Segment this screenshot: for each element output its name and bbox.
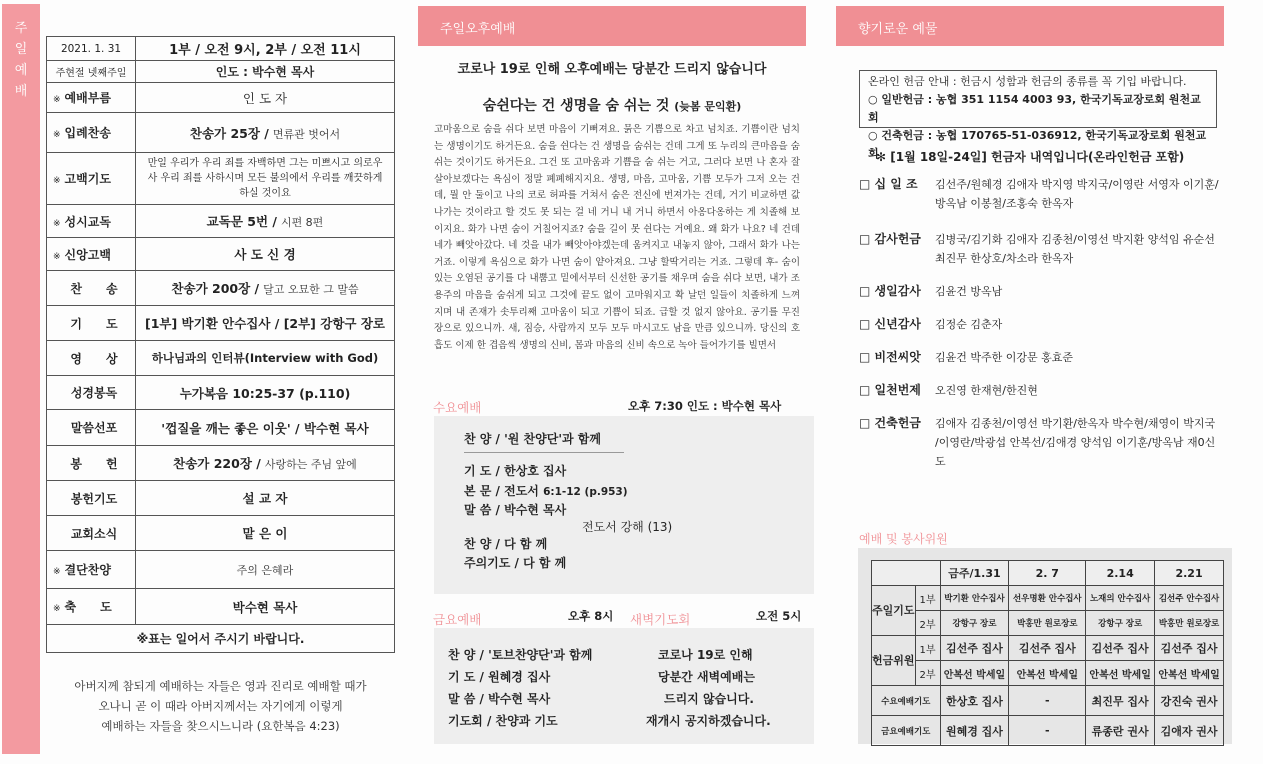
order-note: 달고 오묘한 그 말씀 xyxy=(263,283,359,296)
duty-cell: 박홍만 원로장로 xyxy=(1155,611,1224,636)
order-label: 입례찬송 xyxy=(64,126,111,140)
duty-roster-table xyxy=(871,560,1224,746)
stand-mark: ※ xyxy=(53,251,61,262)
order-row xyxy=(47,153,395,205)
order-label: 봉 헌 xyxy=(70,456,118,471)
duty-roster-label: 예배 및 봉사위원 xyxy=(859,532,948,546)
order-label: 말씀선포 xyxy=(70,421,118,435)
duty-cell: 원혜경 집사 xyxy=(940,716,1009,746)
wed-text-book: 본 문 / 전도서 xyxy=(464,484,539,498)
service-date: 2021. 1. 31 xyxy=(47,37,136,61)
fri-prayer: 기 도 / 원혜경 집사 xyxy=(448,670,551,684)
duty-date: 2.14 xyxy=(1086,561,1155,586)
sermon-title-text: 숨쉰다는 건 생명을 숨 쉬는 것 xyxy=(482,98,670,114)
liturgical-season: 주현절 넷째주일 xyxy=(47,61,136,83)
duty-cell: 선우명환 안수집사 xyxy=(1009,586,1086,611)
duty-cell: 강진숙 권사 xyxy=(1155,686,1224,716)
sermon-author: (늦봄 문익환) xyxy=(674,100,742,113)
donor-category: □ 건축헌금 xyxy=(859,416,921,430)
order-row xyxy=(47,446,395,481)
wednesday-service-box xyxy=(434,416,814,594)
duty-cell: 강항구 장로 xyxy=(940,611,1009,636)
afternoon-service-title: 주일오후예배 xyxy=(440,22,516,37)
order-row xyxy=(47,410,395,446)
afternoon-service-notice: 코로나 19로 인해 오후예배는 당분간 드리지 않습니다 xyxy=(457,62,767,77)
sermon-title xyxy=(418,95,806,115)
verse-line: 예배하는 자들을 찾으시느니라 (요한복음 4:23) xyxy=(101,719,340,733)
duty-date: 2.21 xyxy=(1155,561,1224,586)
section-tab-sunday xyxy=(2,4,40,754)
order-row xyxy=(47,306,395,341)
order-row xyxy=(47,551,395,589)
offering-header xyxy=(836,6,1224,46)
duty-cell: 박홍만 원로장로 xyxy=(1009,611,1086,636)
stand-mark: ※ xyxy=(53,604,61,614)
wed-text-ref: 6:1-12 (p.953) xyxy=(543,486,628,498)
wed-praise: 찬 양 / '원 찬양단'과 함께 xyxy=(464,432,601,446)
wed-text xyxy=(464,482,628,499)
order-value: 사 도 신 경 xyxy=(234,247,296,262)
order-note: 면류관 벗어서 xyxy=(272,127,341,141)
duty-cell: - xyxy=(1009,686,1086,716)
divider xyxy=(464,452,624,453)
offering-title: 향기로운 예물 xyxy=(858,22,938,37)
order-value: [1부] 박기환 안수집사 / [2부] 강항구 장로 xyxy=(145,316,385,331)
stand-mark: ※ xyxy=(53,218,61,229)
part-label: 2부 xyxy=(915,661,940,686)
donor-category: □ 일천번제 xyxy=(859,383,921,397)
duty-cell: 김선주 집사 xyxy=(1155,636,1224,661)
stand-mark: ※ xyxy=(53,130,61,140)
duty-cell: 김선주 집사 xyxy=(940,636,1009,661)
stand-mark: ※ xyxy=(53,95,61,105)
friday-prayer-label: 금요예배기도 xyxy=(872,716,941,746)
order-row xyxy=(47,83,395,113)
stand-mark: ※ xyxy=(53,176,61,186)
order-label: 교회소식 xyxy=(70,526,118,541)
duty-cell: 안복선 박세일 xyxy=(1009,661,1086,686)
duty-cell: - xyxy=(1009,716,1086,746)
order-row xyxy=(47,341,395,376)
order-value: 설 교 자 xyxy=(242,491,288,506)
duty-date: 2. 7 xyxy=(1009,561,1086,586)
duty-cell: 김선주 안수집사 xyxy=(1155,586,1224,611)
order-label: 고백기도 xyxy=(64,172,111,186)
order-row xyxy=(47,481,395,516)
order-value: 찬송가 25장 / xyxy=(189,125,269,141)
order-value: 인 도 자 xyxy=(242,90,288,106)
general-offering-account: ○ 일반헌금 : 농협 351 1154 4003 93, 한국기독교장로회 원천교회 xyxy=(868,93,1201,124)
building-offering-account: ○ 건축헌금 : 농협 170765-51-036912, 한국기독교장로회 원천교회 xyxy=(868,129,1207,160)
donor-names: 김정순 김춘자 xyxy=(935,318,1003,331)
duty-cell: 김선주 집사 xyxy=(1086,636,1155,661)
order-value: 찬송가 200장 / xyxy=(171,281,260,296)
order-row xyxy=(47,271,395,306)
order-value: 만일 우리가 우리 죄를 자백하면 그는 미쁘시고 의로우사 우리 죄를 사하시며 모든 불의에서 우리를 깨끗하게 하실 것이요 xyxy=(136,153,395,205)
order-label: 결단찬양 xyxy=(64,563,111,577)
donor-category: □ 감사헌금 xyxy=(859,232,921,246)
duty-cell: 김애자 권사 xyxy=(1155,716,1224,746)
dawn-notice-2: 당분간 새벽예배는 xyxy=(658,670,755,684)
dawn-notice-3: 드리지 않습니다. xyxy=(664,692,754,706)
duty-cell: 안복선 박세일 xyxy=(940,661,1009,686)
donor-names: 김윤건 박주한 이강문 홍효준 xyxy=(935,351,1074,364)
duty-cell: 노재의 안수집사 xyxy=(1086,586,1155,611)
order-value: 맡 은 이 xyxy=(242,526,288,541)
friday-service-label: 금요예배 xyxy=(433,612,482,627)
friday-service-time: 오후 8시 xyxy=(568,609,614,623)
donor-names: 김애자 김종천/이영선 박기환/한옥자 박수현/채영이 박지국 /이영란/박광섭 안복선/김애경 양석임 이기훈/방옥남 재0신도 xyxy=(935,417,1216,468)
duty-cell: 김선주 집사 xyxy=(1009,636,1086,661)
donor-names: 김병국/김기화 김애자 김종천/이영선 박지환 양석임 유순선 최진무 한상호/차소라 한옥자 xyxy=(935,233,1215,265)
order-label: 봉헌기도 xyxy=(70,491,118,506)
donor-category: □ 생일감사 xyxy=(859,284,921,298)
order-label: 성경봉독 xyxy=(70,386,118,400)
wednesday-prayer-label: 수요예배기도 xyxy=(872,686,941,716)
donor-names: 김윤건 방옥남 xyxy=(935,285,1003,298)
order-label: 기 도 xyxy=(70,316,118,331)
order-label: 신앙고백 xyxy=(64,247,111,262)
order-value: '껍질을 깨는 좋은 이웃' / 박수현 목사 xyxy=(161,420,369,436)
service-leader: 인도 : 박수현 목사 xyxy=(136,61,395,83)
duty-cell: 강항구 장로 xyxy=(1086,611,1155,636)
dawn-prayer-time: 오전 5시 xyxy=(756,609,802,623)
afternoon-service-header xyxy=(418,6,806,46)
order-value: 교독문 5번 / xyxy=(206,214,277,229)
duty-date: 금주/1.31 xyxy=(940,561,1009,586)
order-row xyxy=(47,376,395,410)
order-row xyxy=(47,516,395,551)
sunday-prayer-label: 주일기도 xyxy=(872,586,916,636)
friday-dawn-box xyxy=(434,628,814,744)
wed-lords-prayer: 주의기도 / 다 함 께 xyxy=(464,556,567,570)
fri-prayer-meeting: 기도회 / 찬양과 기도 xyxy=(448,714,558,728)
fri-praise: 찬 양 / '토브찬양단'과 함께 xyxy=(448,648,593,662)
donor-names: 오진영 한재현/한진현 xyxy=(935,384,1038,397)
order-value: 하나님과의 인터뷰(Interview with God) xyxy=(151,351,379,365)
stand-footnote: ※표는 일어서 주시기 바랍니다. xyxy=(47,625,395,653)
order-note: 시편 8편 xyxy=(280,216,324,229)
sermon-body: 고마움으로 숨을 쉬다 보면 마음이 기뻐져요. 묽은 기쁨으로 차고 넘치죠. 기쁨이란 넘치는 생명이기도 하거든요. 숨을 쉰다는 건 생명을 숨쉬는 건데 그게 또 누리의 큰마음을 숨 쉬는 것이기도 하거든요. 그건 또 고마움과 기쁨을 숨 쉬는 거고, 그러다 보면 나 혼자 잘 살아보겠다는 욕심이 정말 폐폐해지지요. 생명, 마음, 고마움, 기쁨 모두가 그저 오는 건데, 뭘 안 둘이고 나의 코로 허파를 거쳐서 숨은 전신에 번져가는 건데, 거기 비교하면 값나가는 것이라고 할 것도 못 되는 걸 네 거니 내 거니 하면서 아옹다옹하는 게 치졸해 보이지요. 화가 나면 숨이 거칠어지죠? 숨을 길이 못 쉰다는 거예요. 왜 화가 나요? 네 건데 네가 빼앗아갔다. 네 것을 내가 빼앗아야겠는데 움켜지고 내놓지 않아, 그래서 화가 나는 거죠. 이렇게 욕심으로 화가 나면 숨이 얕아져요. 그냥 할딱거리는 거죠. 그렇데 후- 숨이 있는 오염된 공기를 다 내뿜고 밑에서부터 신선한 공기를 채우며 숨을 쉬다 보면, 내가 조용주의 마음을 숨쉬게 되고 그것에 끝도 없이 고마워지고 확 날던 일들이 치졸하게 느껴지며 내 존재가 솟투리째 고마움이 되고 기쁨이 되죠. 급할 것 없지 않아요. 공기를 무진장으로 있으니까. 새, 짐승, 사람까지 모두 모두 마시고도 남을 만큼 있으니까. 당신의 호흡도 이제 한 겹음씩 생명의 신비, 몸과 마음의 신비 속으로 녹아 들어가기를 빌면서 xyxy=(434,124,800,351)
verse-line: 오나니 곧 이 때라 아버지께서는 자기에게 이렇게 xyxy=(98,699,343,713)
dawn-notice-1: 코로나 19로 인해 xyxy=(658,648,753,662)
duty-cell: 박기환 안수집사 xyxy=(940,586,1009,611)
order-row xyxy=(47,238,395,271)
wed-sermon: 말 씀 / 박수현 목사 xyxy=(464,503,567,517)
duty-cell: 류종란 권사 xyxy=(1086,716,1155,746)
wed-closing-praise: 찬 양 / 다 함 께 xyxy=(464,537,548,551)
service-times: 1부 / 오전 9시, 2부 / 오전 11시 xyxy=(136,37,395,61)
part-label: 2부 xyxy=(915,611,940,636)
fri-sermon: 말 씀 / 박수현 목사 xyxy=(448,692,551,706)
donor-category: □ 비전씨앗 xyxy=(859,350,921,364)
duty-cell: 한상호 집사 xyxy=(940,686,1009,716)
wed-series: 전도서 강해 (13) xyxy=(582,520,673,534)
bible-verse xyxy=(46,676,395,736)
order-note: 사랑하는 주님 앞에 xyxy=(264,458,357,471)
online-offering-guide: 온라인 헌금 안내 : 헌금시 성함과 헌금의 종류를 꼭 기입 바랍니다. xyxy=(868,75,1187,88)
order-value: 누가복음 10:25-37 (p.110) xyxy=(179,385,351,401)
order-label: 성시교독 xyxy=(64,214,111,229)
section-tab-label: 주일예배 xyxy=(14,21,28,99)
order-of-service-table xyxy=(46,36,395,653)
donor-category: □ 십 일 조 xyxy=(859,177,918,191)
order-label: 찬 송 xyxy=(70,281,118,296)
verse-line: 아버지께 참되게 예배하는 자들은 영과 진리로 예배할 때가 xyxy=(74,679,367,693)
order-row xyxy=(47,589,395,625)
dawn-prayer-label: 새벽기도회 xyxy=(630,612,691,627)
duty-cell: 안복선 박세일 xyxy=(1086,661,1155,686)
order-label: 영 상 xyxy=(70,351,118,366)
part-label: 1부 xyxy=(915,636,940,661)
donor-names: 김선주/원혜경 김애자 박지영 박지국/이영란 서영자 이기훈/방옥남 이봉철/조홍숙 한옥자 xyxy=(935,178,1219,210)
order-row xyxy=(47,113,395,153)
dawn-notice-4: 재개시 공지하겠습니다. xyxy=(646,714,771,728)
stand-mark: ※ xyxy=(53,567,61,577)
order-row xyxy=(47,205,395,238)
donor-category: □ 신년감사 xyxy=(859,317,921,331)
part-label: 1부 xyxy=(915,586,940,611)
donors-title: ✻ [1월 18일-24일] 헌금자 내역입니다(온라인헌금 포함) xyxy=(876,150,1185,164)
wed-prayer: 기 도 / 한상호 집사 xyxy=(464,464,567,478)
offering-committee-label: 헌금위원 xyxy=(872,636,916,686)
order-value: 찬송가 220장 / xyxy=(173,456,261,471)
duty-cell: 최진무 집사 xyxy=(1086,686,1155,716)
wednesday-service-time: 오후 7:30 인도 : 박수현 목사 xyxy=(628,399,782,413)
duty-cell: 안복선 박세일 xyxy=(1155,661,1224,686)
order-label: 축 도 xyxy=(64,600,112,614)
order-label: 예배부름 xyxy=(64,91,111,105)
order-value: 박수현 목사 xyxy=(232,599,298,615)
wednesday-service-label: 수요예배 xyxy=(433,400,482,415)
order-note: 주의 은혜라 xyxy=(236,563,294,577)
